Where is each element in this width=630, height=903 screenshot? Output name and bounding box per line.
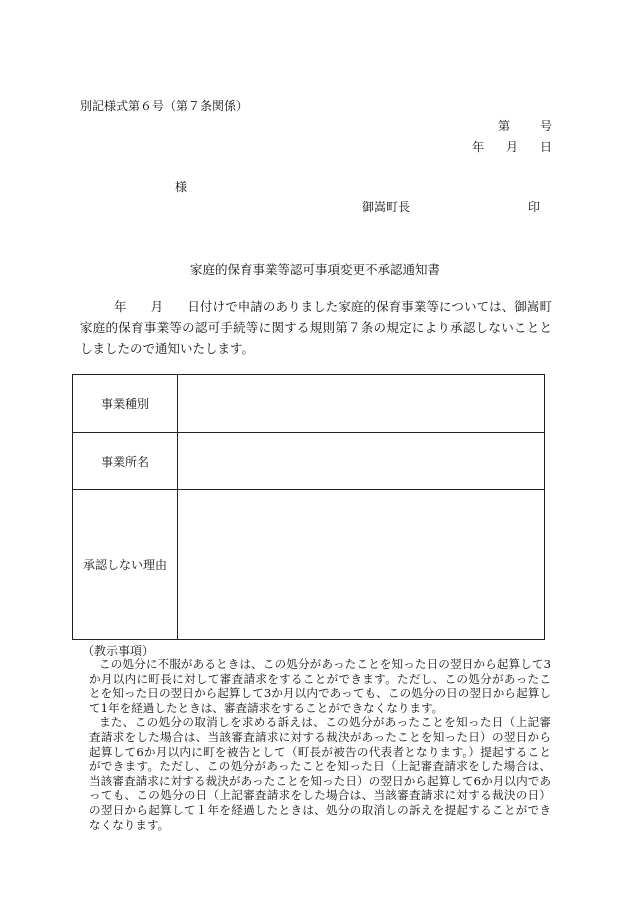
- body-month: 月: [150, 299, 164, 314]
- sender-name: 御嵩町長: [361, 200, 410, 214]
- document-number-line: [498, 117, 552, 134]
- details-table: [72, 374, 545, 640]
- body-year: 年: [114, 299, 127, 314]
- notes-paragraph-appeal: この処分に不服があるときは、この処分があったことを知った日の翌日から起算して3か月以内に町長に対して審査請求をすることができます。ただし、この処分があったことを知った日の翌日から起算して3か月以内であっても、この処分の日の翌日から起算して1年を経過したときは、審査請求をすることができなくなります。: [89, 657, 551, 715]
- date-month: 月: [505, 140, 518, 154]
- row-label-reason: 承認しない理由: [73, 490, 178, 640]
- form-reference: 別記様式第６号（第７条関係）: [80, 99, 249, 113]
- notes-body: [89, 657, 551, 832]
- notes-paragraph-lawsuit: また、この処分の取消しを求める訴えは、この処分があったことを知った日（上記審査請求をした場合は、当該審査請求に対する裁決があったことを知った日）の翌日から起算して6か月以内に町を被告として（町長が被告の代表者となります。）提起することができます。ただし、この処分があったことを知った日（上記審査請求をした場合は、当該審査請求に対する裁決があったことを知った日）の翌日から起算して6か月以内であっても、この処分の日（上記審査請求をした場合は、当該審査請求に対する裁決の日）の翌日から起算して１年を経過したときは、処分の取消しの訴えを提起することができなくなります。: [89, 715, 551, 832]
- notice-body: [80, 296, 552, 359]
- table-row: [73, 433, 545, 490]
- addressee-honorific: 様: [175, 180, 188, 194]
- number-suffix: 号: [539, 119, 552, 133]
- sender-line: [362, 198, 540, 215]
- row-label-facility-name: 事業所名: [73, 433, 178, 490]
- date-day: 日: [539, 140, 552, 154]
- date-line: [472, 138, 552, 155]
- table-row: [73, 490, 545, 640]
- number-prefix: 第: [497, 119, 510, 133]
- notes-title: （教示事項）: [82, 644, 155, 658]
- document-title: 家庭的保育事業等認可事項変更不承認通知書: [189, 262, 440, 277]
- table-row: [73, 375, 545, 433]
- body-text: 日付けで申請のありました家庭的保育事業等については、御嵩町家庭的保育事業等の認可手続等に関する規則第７条の規定により承認しないこととしましたので通知いたします。: [80, 299, 552, 356]
- row-value-business-type: [178, 375, 545, 433]
- seal-mark: 印: [527, 200, 540, 214]
- row-value-facility-name: [178, 433, 545, 490]
- date-year: 年: [471, 140, 484, 154]
- row-value-reason: [178, 490, 545, 640]
- row-label-business-type: 事業種別: [73, 375, 178, 433]
